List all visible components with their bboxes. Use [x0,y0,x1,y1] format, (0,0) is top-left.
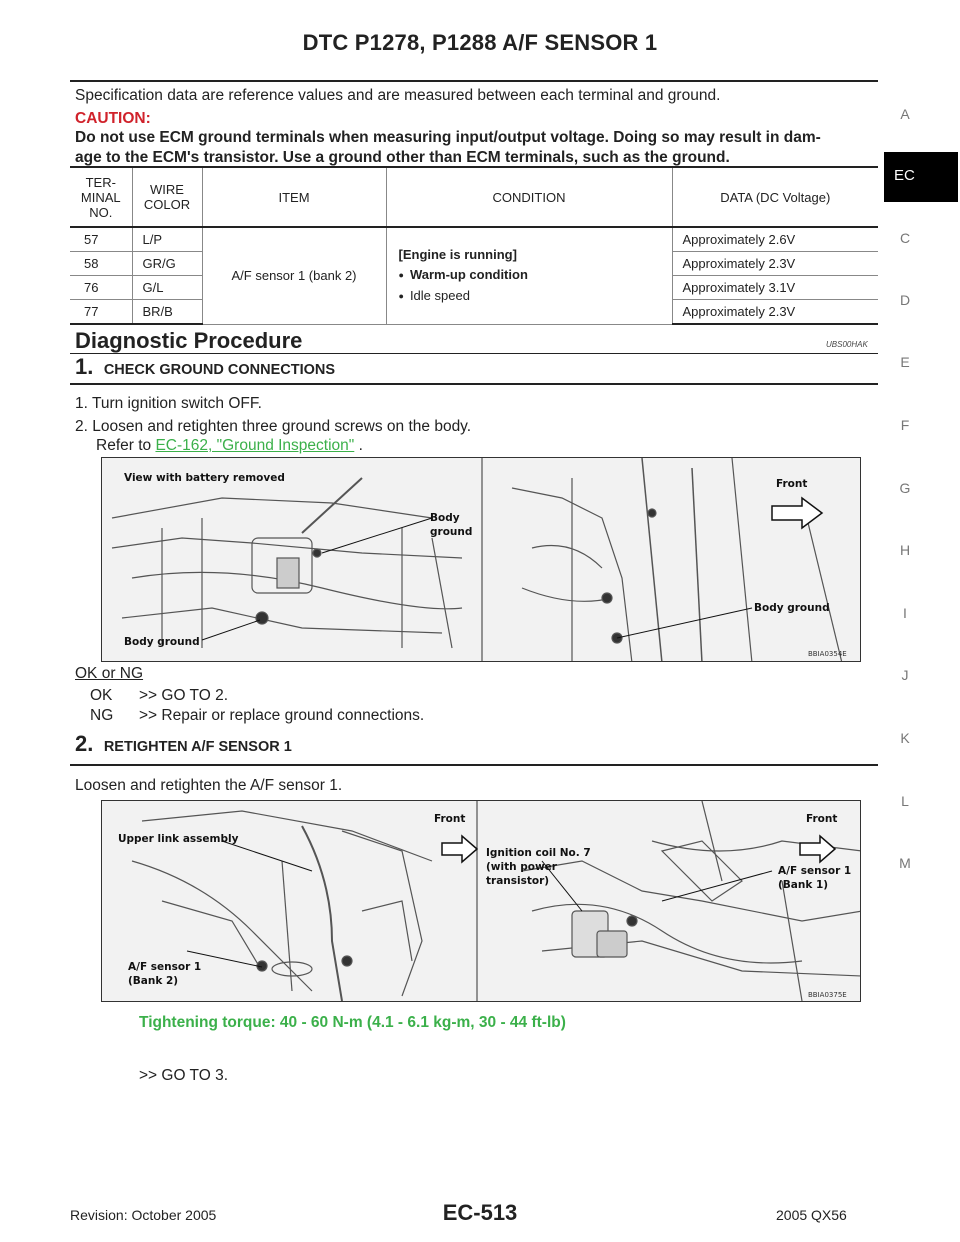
step-2-number: 2. [75,731,94,756]
engine-bay-illustration-1 [102,458,861,662]
col-wire-color: WIRE COLOR [132,167,202,227]
step-2-heading [75,731,292,757]
terminal-spec-table [70,166,878,325]
sidebar-letter-f[interactable]: F [900,417,910,433]
figure-label-af-sensor-bank2-a: A/F sensor 1 [128,961,202,973]
condition-cell [386,227,672,324]
ok-result: >> GO TO 2. [139,687,229,704]
wire-cell: GR/G [132,252,202,276]
section-code: UBS00HAK [826,340,868,349]
condition-bullet-2: ● Idle speed [399,286,666,307]
ok-key: OK [90,687,113,704]
terminal-cell: 76 [70,276,132,300]
step-2-line-1: Loosen and retighten the A/F sensor 1. [75,777,343,794]
ng-key: NG [90,707,114,724]
figure-label-body-ground-b: ground [430,526,473,538]
figure-label-body-ground-right: Body ground [754,602,830,614]
af-sensor-figure [101,800,861,1002]
figure-label-body-ground-a: Body [430,512,460,524]
data-cell: Approximately 2.3V [672,252,878,276]
spec-note: Specification data are reference values and are measured between each terminal and ground. [75,87,721,104]
sidebar-letter-c[interactable]: C [899,230,911,246]
col-terminal: TER- MINAL NO. [70,167,132,227]
header-rule [70,80,878,82]
figure-label-af-sensor-bank1-a: A/F sensor 1 [778,865,852,877]
sidebar-letter-d[interactable]: D [899,292,911,308]
ground-connections-figure [101,457,861,662]
step-2-goto: >> GO TO 3. [139,1067,229,1084]
engine-bay-illustration-2 [102,801,861,1002]
footer-revision: Revision: October 2005 [70,1207,217,1223]
sidebar-letter-j[interactable]: J [901,667,909,683]
col-condition: CONDITION [386,167,672,227]
figure-label-upper-link: Upper link assembly [118,833,239,845]
step-1-title: CHECK GROUND CONNECTIONS [103,362,336,378]
figure-label-front-1: Front [434,813,466,825]
figure-label-ignition-coil-2: (with power [486,861,557,873]
step-2-rule [70,764,878,766]
tightening-torque: Tightening torque: 40 - 60 N-m (4.1 - 6.1 kg-m, 30 - 44 ft-lb) [139,1014,566,1031]
caution-line-2: age to the ECM's transistor. Use a ground other than ECM terminals, such as the ground. [75,149,730,166]
sidebar-tab-ec[interactable]: EC [884,152,958,202]
figure-label-front-2: Front [806,813,838,825]
step-1-line-2: 2. Loosen and retighten three ground screws on the body. [75,418,472,435]
col-item: ITEM [202,167,386,227]
step-1-number: 1. [75,354,94,379]
sidebar-letter-i[interactable]: I [903,605,907,621]
data-cell: Approximately 3.1V [672,276,878,300]
condition-bullet-1: ● Warm-up condition [399,265,666,286]
footer-model: 2005 QX56 [776,1207,847,1223]
terminal-cell: 77 [70,300,132,325]
figure-label-body-ground-left: Body ground [124,636,200,648]
terminal-cell: 57 [70,227,132,252]
item-cell: A/F sensor 1 (bank 2) [202,227,386,324]
figure-label-battery: View with battery removed [124,472,285,484]
figure-code: BBIA0375E [808,991,847,999]
wire-cell: L/P [132,227,202,252]
figure-code: BBIA0354E [808,650,847,658]
table-header-row [70,167,878,227]
terminal-cell: 58 [70,252,132,276]
sidebar-letter-l[interactable]: L [901,793,909,809]
figure-label-front: Front [776,478,808,490]
figure-label-af-sensor-bank2-b: (Bank 2) [128,975,179,987]
ground-inspection-link[interactable]: EC-162, "Ground Inspection" [155,437,355,454]
caution-line-1: Do not use ECM ground terminals when measuring input/output voltage. Doing so may result in dam- [75,129,821,146]
sidebar-letter-g[interactable]: G [899,480,911,496]
data-cell: Approximately 2.3V [672,300,878,325]
figure-label-af-sensor-bank1-b: (Bank 1) [778,879,829,891]
step-1-heading [75,354,335,380]
condition-main: [Engine is running] [398,246,517,262]
sidebar-letter-e[interactable]: E [900,354,910,370]
table-row [70,227,878,252]
step-1-line-3: Refer to EC-162, "Ground Inspection" . [96,437,363,454]
wire-cell: G/L [132,276,202,300]
data-cell: Approximately 2.6V [672,227,878,252]
sidebar-letter-k[interactable]: K [900,730,910,746]
ng-result: >> Repair or replace ground connections. [139,707,425,724]
sidebar-letter-a[interactable]: A [900,106,910,122]
figure-label-ignition-coil-1: Ignition coil No. 7 [486,847,591,859]
col-data: DATA (DC Voltage) [672,167,878,227]
ok-ng-heading: OK or NG [75,665,144,682]
caution-label: CAUTION: [75,110,151,127]
page-title: DTC P1278, P1288 A/F SENSOR 1 [302,30,658,55]
figure-label-ignition-coil-3: transistor) [486,875,550,887]
section-title: Diagnostic Procedure [75,328,303,353]
step-2-title: RETIGHTEN A/F SENSOR 1 [103,739,292,755]
step-1-line-1: 1. Turn ignition switch OFF. [75,395,262,412]
sidebar-letter-m[interactable]: M [899,855,911,871]
step-1-rule [70,383,878,385]
sidebar-letter-h[interactable]: H [899,542,911,558]
footer-page-number: EC-513 [442,1200,518,1225]
wire-cell: BR/B [132,300,202,325]
